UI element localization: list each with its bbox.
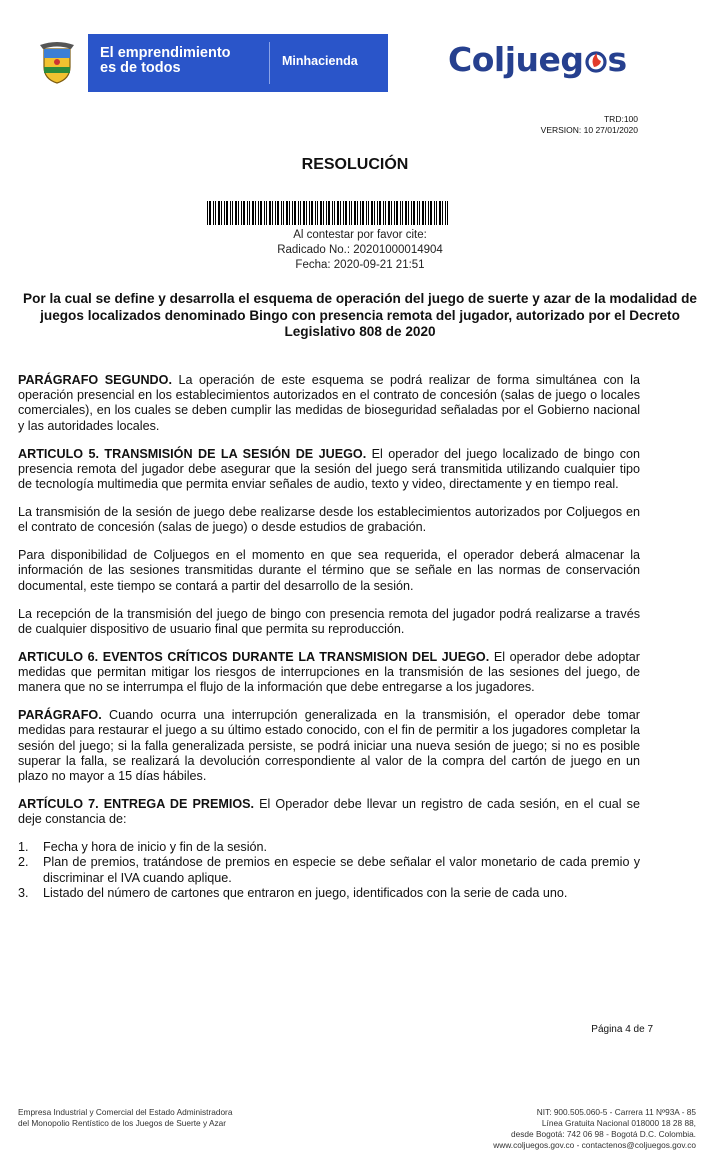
barcode-bar [360, 201, 361, 225]
footer-line: Empresa Industrial y Comercial del Estado Administradora [18, 1107, 233, 1117]
barcode-bar [315, 201, 316, 225]
barcode-bar [334, 201, 335, 225]
barcode-bar [243, 201, 245, 225]
barcode-bar [328, 201, 330, 225]
document-body [18, 373, 640, 901]
barcode-bar [286, 201, 288, 225]
barcode-bar [300, 201, 301, 225]
slogan-line-1: El emprendimiento [100, 45, 231, 61]
barcode-bar [226, 201, 228, 225]
barcode-bar [371, 201, 373, 225]
barcode-bar [232, 201, 233, 225]
barcode-bar [283, 201, 284, 225]
barcode-bar [400, 201, 401, 225]
barcode-bar [258, 201, 259, 225]
barcode-bar [383, 201, 384, 225]
barcode-bar [368, 201, 369, 225]
brand-text-tail: s [607, 40, 627, 79]
barcode-bar [249, 201, 250, 225]
barcode-bar [391, 201, 392, 225]
barcode-bar [247, 201, 248, 225]
radicado-date: Fecha: 2020-09-21 21:51 [295, 259, 425, 271]
barcode-bar [209, 201, 211, 225]
document-title: RESOLUCIÓN [301, 156, 409, 173]
coljuegos-logo [448, 40, 627, 79]
barcode-bar [422, 201, 424, 225]
barcode-bar [388, 201, 390, 225]
barcode-bar [272, 201, 273, 225]
barcode-bar [221, 201, 222, 225]
barcode-bar [445, 201, 446, 225]
paragraph [18, 650, 640, 696]
barcode-bar [326, 201, 327, 225]
list-item [18, 840, 640, 855]
radicado-block [0, 228, 720, 273]
paragraph-heading: PARÁGRAFO SEGUNDO. [18, 373, 172, 387]
paragraph-text: La operación de este esquema se podrá realizar de forma simultánea con la operación presencial en los establecimientos autorizados en el contrato de concesión (salas de juego o locales comerciales), en los cuales se deben cumplir las medidas de bioseguridad señaladas por el Gobierno nacional y las autoridades locales. [18, 373, 640, 433]
barcode-bar [442, 201, 443, 225]
paragraph-text: El operador debe adoptar medidas que permitan mitigar los riesgos de interrupciones en la transmisión de las sesiones del juego, de manera que no se interrumpa el flujo de la información que debe entregarse a los jugadores. [18, 649, 640, 695]
paragraph: La recepción de la transmisión del juego de bingo con presencia remota del jugador podrá realizarse a través de cualquier dispositivo de usuario final que permita su reproducción. [18, 606, 640, 636]
barcode-bar [289, 201, 290, 225]
barcode-bar [306, 201, 307, 225]
government-slogan [100, 46, 231, 76]
barcode-bar [281, 201, 282, 225]
barcode-bar [351, 201, 352, 225]
slogan-line-2: es de todos [100, 60, 181, 76]
paragraph [18, 447, 640, 493]
barcode-bar [215, 201, 216, 225]
barcode-bar [269, 201, 271, 225]
list-item [18, 886, 640, 901]
barcode-bar [447, 201, 448, 225]
list-number: 2. [18, 855, 29, 870]
ministry-name: Minhacienda [282, 54, 358, 68]
barcode [207, 201, 448, 225]
barcode-bar [255, 201, 256, 225]
paragraph [18, 373, 640, 434]
version-date: VERSION: 10 27/01/2020 [540, 125, 638, 135]
barcode-bar [264, 201, 265, 225]
barcode-bar [298, 201, 299, 225]
barcode-bar [277, 201, 279, 225]
barcode-bar [238, 201, 239, 225]
article-heading: ARTÍCULO 7. ENTREGA DE PREMIOS. [18, 797, 255, 812]
barcode-bar [413, 201, 415, 225]
barcode-bar [379, 201, 381, 225]
barcode-bar [317, 201, 318, 225]
barcode-bar [320, 201, 322, 225]
footer-line: NIT: 900.505.060-5 - Carrera 11 Nº93A - 85 [536, 1107, 696, 1117]
footer-line: desde Bogotá: 742 06 98 - Bogotá D.C. Colombia. [511, 1129, 696, 1139]
list-text: Fecha y hora de inicio y fin de la sesión. [43, 840, 268, 855]
government-banner [26, 34, 388, 92]
barcode-bar [241, 201, 242, 225]
barcode-bar [417, 201, 418, 225]
barcode-bar [292, 201, 293, 225]
list-text: Plan de premios, tratándose de premios en especie se debe señalar el valor monetario de cada premio y discriminar el IVA cuando aplique. [43, 855, 640, 885]
paragraph [18, 708, 640, 784]
barcode-bar [430, 201, 432, 225]
barcode-bar [260, 201, 262, 225]
page-number: Página 4 de 7 [591, 1024, 653, 1035]
barcode-bar [309, 201, 310, 225]
barcode-bar [428, 201, 429, 225]
barcode-bar [377, 201, 378, 225]
footer-line: del Monopolio Rentístico de los Juegos de Suerte y Azar [18, 1118, 227, 1128]
barcode-bar [337, 201, 339, 225]
list-number: 1. [18, 840, 29, 855]
brand-text: Coljueg [448, 40, 584, 79]
barcode-bar [213, 201, 214, 225]
barcode-bar [252, 201, 254, 225]
barcode-bar [235, 201, 237, 225]
barcode-bar [311, 201, 313, 225]
article-heading: ARTICULO 5. TRANSMISIÓN DE LA SESIÓN DE JUEGO. [18, 446, 367, 461]
barcode-bar [207, 201, 208, 225]
paragraph: Para disponibilidad de Coljuegos en el momento en que sea requerida, el operador deberá almacenar la información de las sesiones transmitidas durante el término que se señale en las normas de conservación documental, este tiempo se contará a partir del desarrollo de la sesión. [18, 548, 640, 593]
barcode-bar [275, 201, 276, 225]
list-text: Listado del número de cartones que entraron en juego, identificados con la serie de cada uno. [43, 885, 568, 900]
barcode-bar [357, 201, 358, 225]
paragraph-heading: PARÁGRAFO. [18, 708, 102, 723]
flame-icon [584, 49, 608, 73]
barcode-bar [439, 201, 441, 225]
radicado-number: Radicado No.: 20201000014904 [277, 244, 443, 256]
barcode-bar [266, 201, 267, 225]
radicado-instruction: Al contestar por favor cite: [293, 229, 427, 241]
barcode-bar [425, 201, 426, 225]
list-item [18, 855, 640, 885]
barcode-bar [394, 201, 395, 225]
list-number: 3. [18, 885, 29, 900]
barcode-bar [408, 201, 409, 225]
resolution-subject: Por la cual se define y desarrolla el esquema de operación del juego de suerte y azar de la modalidad de juegos localizados denominado Bingo con presencia remota del jugador, autorizado por el Decreto Legislativo 808 de 2020 [23, 291, 697, 339]
paragraph [18, 797, 640, 827]
trd-version [541, 114, 638, 136]
barcode-bar [323, 201, 324, 225]
barcode-bar [349, 201, 350, 225]
barcode-bar [340, 201, 341, 225]
barcode-bar [230, 201, 231, 225]
footer-link[interactable]: www.coljuegos.gov.co - contactenos@coljuegos.gov.co [493, 1140, 696, 1150]
barcode-bar [411, 201, 412, 225]
barcode-bar [436, 201, 437, 225]
footer-entity [18, 1107, 232, 1129]
barcode-bar [434, 201, 435, 225]
prize-record-list [18, 840, 640, 901]
paragraph-text: El Operador debe llevar un registro de cada sesión, en el cual se deje constancia de: [18, 797, 640, 827]
barcode-bar [294, 201, 296, 225]
paragraph-text: Cuando ocurra una interrupción generalizada en la transmisión, el operador debe tomar medidas para restaurar el juego a su último estado conocido, con el fin de permitir a los jugadores completar la sesión del juego; si la falla generalizada persiste, se podrá iniciar una nueva sesión de juego; si no es posible superar la falla, se realizará la devolución correspondiente al valor de la compra del cartón de juego en un plazo no mayor a 15 días hábiles. [18, 708, 640, 784]
paragraph: La transmisión de la sesión de juego debe realizarse desde los establecimientos autorizados por Coljuegos en el contrato de concesión (salas de juego) o desde estudios de grabación. [18, 505, 640, 535]
trd-code: TRD:100 [603, 114, 638, 124]
barcode-bar [362, 201, 364, 225]
barcode-bar [366, 201, 367, 225]
barcode-bar [354, 201, 356, 225]
banner-divider [269, 42, 270, 84]
barcode-bar [402, 201, 403, 225]
barcode-bar [345, 201, 347, 225]
barcode-bar [303, 201, 305, 225]
article-heading: ARTICULO 6. EVENTOS CRÍTICOS DURANTE LA TRANSMISION DEL JUEGO. [18, 649, 490, 664]
barcode-bar [396, 201, 398, 225]
barcode-bar [218, 201, 220, 225]
barcode-bar [343, 201, 344, 225]
barcode-bar [332, 201, 333, 225]
footer-line: Línea Gratuita Nacional 018000 18 28 88, [541, 1118, 696, 1128]
coat-of-arms-icon [26, 34, 88, 92]
barcode-bar [405, 201, 407, 225]
barcode-bar [385, 201, 386, 225]
footer-contact [493, 1107, 696, 1151]
barcode-bar [224, 201, 225, 225]
paragraph-text: El operador del juego localizado de bingo con presencia remota del jugador debe asegurar que la sesión del juego será transmitida utilizando cualquier tipo de tecnología multimedia que permita enviar señales de audio, texto y video, directamente y en tiempo real. [18, 446, 641, 492]
barcode-bar [374, 201, 375, 225]
barcode-bar [419, 201, 420, 225]
